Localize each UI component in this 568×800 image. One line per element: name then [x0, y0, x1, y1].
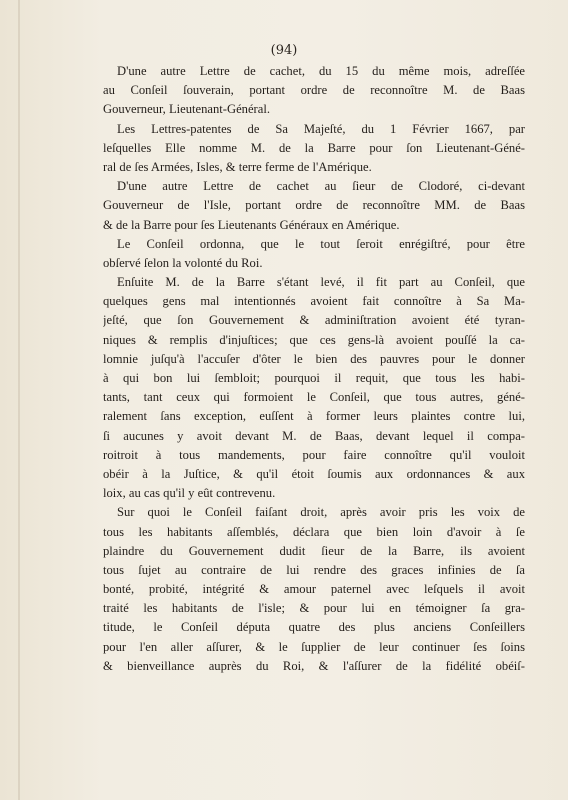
text-line: au Conſeil ſouverain, portant ordre de reconnoître M. de Baas: [103, 83, 525, 98]
text-line: plaindre du Gouvernement dudit ſieur de la Barre, ils avoient: [103, 543, 525, 558]
text-line: Les Lettres-patentes de Sa Majeſté, du 1 Février 1667, par: [117, 121, 525, 136]
text-line: obéir à la Juſtice, & qu'il étoit ſoumis aux ordonnances & aux: [103, 466, 525, 481]
body-text: [103, 62, 525, 676]
text-line: Gouverneur de l'Isle, portant ordre de reconnoître MM. de Baas: [103, 198, 525, 213]
text-line: ralement ſans exception, euſſent à former leurs plaintes contre lui,: [103, 409, 525, 424]
text-line: à qui bon lui ſembloit; pourquoi il requit, que tous les habi-: [103, 371, 525, 385]
text-line: D'une autre Lettre de cachet, du 15 du même mois, adreſſée: [117, 64, 525, 78]
text-line: bonté, probité, intégrité & amour paternel avec leſquels il avoit: [103, 582, 525, 597]
page-binding-crease: [18, 0, 20, 800]
page-number: (94): [270, 43, 298, 58]
text-line: loix, au cas qu'il y eût contrevenu.: [103, 486, 276, 501]
text-line: ral de ſes Armées, Isles, & terre ferme de l'Amérique.: [103, 159, 372, 174]
text-line: tous les habitants aſſemblés, déclara que bien loin d'avoir à ſe: [103, 524, 525, 539]
text-line: Sur quoi le Conſeil faiſant droit, après avoir pris les voix de: [117, 505, 525, 520]
text-line: D'une autre Lettre de cachet au ſieur de Clodoré, ci-devant: [117, 179, 525, 194]
text-line: pour l'en aller aſſurer, & le ſupplier de leur continuer ſes ſoins: [103, 639, 525, 654]
text-line: Le Conſeil ordonna, que le tout ſeroit enrégiſtré, pour être: [117, 236, 525, 251]
text-line: leſquelles Elle nomme M. de la Barre pour ſon Lieutenant-Géné-: [103, 140, 525, 155]
text-line: titude, le Conſeil députa quatre des plus anciens Conſeillers: [103, 620, 525, 635]
text-line: Gouverneur, Lieutenant-Général.: [103, 102, 270, 117]
text-line: jeſté, que ſon Gouvernement & adminiſtration avoient été tyran-: [103, 313, 525, 328]
text-line: lomnie juſqu'à l'accuſer d'ôter le bien des pauvres pour le donner: [103, 351, 525, 366]
text-line: traité les habitants de l'isle; & pour lui en témoigner ſa gra-: [103, 601, 525, 616]
text-line: & de la Barre pour ſes Lieutenants Généraux en Amérique.: [103, 217, 400, 232]
text-line: Enſuite M. de la Barre s'étant levé, il fit part au Conſeil, que: [117, 275, 525, 290]
text-line: tants, tant ceux qui formoient le Conſeil, que tous autres, géné-: [103, 390, 525, 405]
text-line: quelques gens mal intentionnés avoient fait connoître à Sa Ma-: [103, 294, 525, 309]
text-line: roitroit à tous mandements, pour faire connoître qu'il vouloit: [103, 447, 525, 462]
text-line: obſervé ſelon la volonté du Roi.: [103, 255, 263, 270]
text-line: tous ſujet au contraire de lui rendre des graces infinies de ſa: [103, 562, 525, 577]
text-line: & bienveillance auprès du Roi, & l'aſſurer de la fidélité obéiſ-: [103, 658, 525, 673]
text-line: niques & remplis d'injuſtices; que ces gens-là avoient pouſſé la ca-: [103, 332, 525, 347]
text-line: ſi aucunes y avoit devant M. de Baas, devant lequel il compa-: [103, 428, 525, 443]
